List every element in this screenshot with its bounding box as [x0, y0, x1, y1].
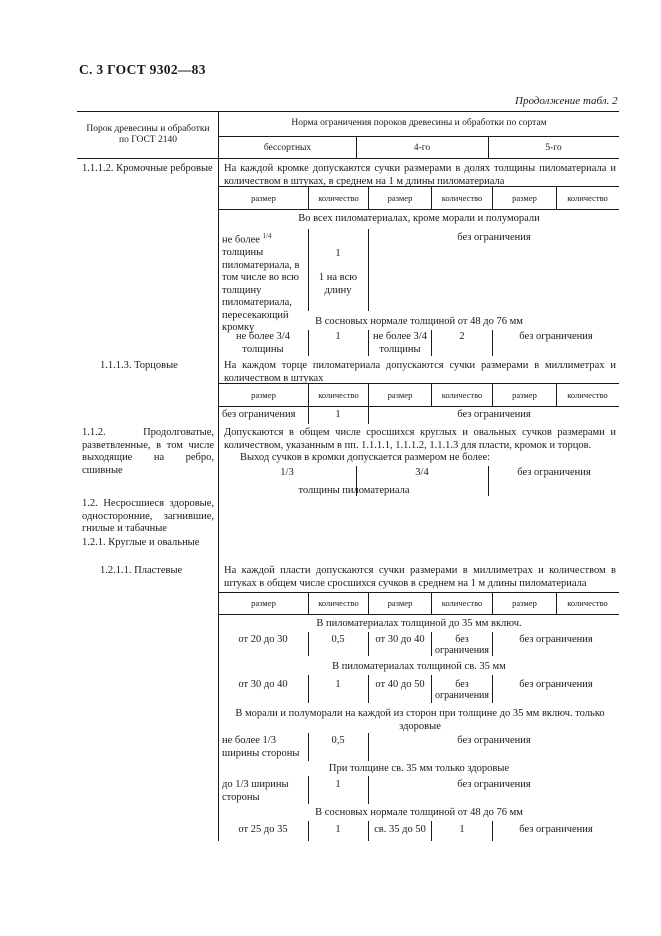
subhead-size: размер [387, 390, 413, 400]
cell-size: не более 3/4 толщины [236, 331, 290, 355]
cell-no-limit: без ограничения [519, 331, 593, 342]
frac-value: 3/4 [415, 467, 429, 478]
subhead-qty: количество [567, 390, 608, 400]
col-defect-header: Порок древесины и обработки по ГОСТ 2140 [86, 124, 210, 145]
subhead-top-rule [218, 186, 619, 187]
section-title: 1.2.1. Круглые и овальные [82, 537, 200, 548]
subhead-qty: количество [318, 390, 359, 400]
cell-qty: 0,5 [331, 634, 345, 645]
cell-divider [308, 229, 309, 311]
cell-size: от 40 до 50 [375, 679, 425, 690]
cell-divider [431, 675, 432, 703]
section-title: 1.2.1.1. Пластевые [100, 565, 183, 576]
cell-no-limit: без ограничения [519, 824, 593, 835]
cell-no-limit: без ограничения [519, 679, 593, 690]
cell-divider [308, 675, 309, 703]
subhead-size: размер [251, 193, 276, 203]
subhead-qty: количество [567, 193, 608, 203]
subhead-bottom-rule [218, 406, 619, 407]
section-note: Выход сучков в кромки допускается размером не более: [240, 452, 491, 463]
subhead-size: размер [387, 193, 413, 203]
group-label: Во всех пиломатериалах, кроме морали и полуморали [298, 213, 540, 224]
subhead-qty: количество [318, 598, 359, 608]
cell-size: от 30 до 40 [238, 679, 288, 690]
cell-no-limit: без ограничения [457, 409, 531, 420]
subhead-size: размер [512, 193, 537, 203]
section-desc: Допускаются в общем числе сросшихся круглых и овальных сучков размерами и количеством, указанным в пп. 1.1.1.1, 1.1.1.2, 1.1.1.3 для пласти, кромок и торцов. [224, 427, 616, 451]
grade-unsorted: бессортных [263, 143, 312, 153]
cell-size: от 20 до 30 [238, 634, 288, 645]
norm-header: Норма ограничения пороков древесины и обработки по сортам [291, 118, 547, 128]
subhead-size: размер [251, 390, 276, 400]
cell-divider [431, 821, 432, 841]
cell-divider [492, 632, 493, 656]
cell-no-limit: без ограничения [457, 779, 531, 790]
subhead-bottom-rule [218, 209, 619, 210]
section-desc: На каждой кромке допускаются сучки размерами в долях толщины пиломатериала и количеством в штуках, в среднем на 1 м длины пиломатериала [224, 163, 616, 187]
cell-divider [368, 821, 369, 841]
grade-4: 4-го [413, 143, 431, 153]
subhead-size: размер [251, 598, 276, 608]
grade-5: 5-го [545, 143, 562, 153]
cell-no-limit: без ограничения [457, 232, 531, 243]
cell-size: от 25 до 35 [238, 824, 288, 835]
cell-divider [368, 733, 369, 761]
section-title: 1.1.1.3. Торцовые [100, 360, 178, 371]
subhead-top-rule [218, 383, 619, 384]
cell-divider [308, 406, 309, 424]
cell-divider [368, 632, 369, 656]
cell-qty-1: 1 [335, 248, 341, 259]
cell-divider [308, 776, 309, 804]
subhead-top-rule [218, 592, 619, 593]
cell-divider [308, 821, 309, 841]
cell-divider [492, 330, 493, 356]
cell-divider [492, 821, 493, 841]
cell-qty: 1 [335, 779, 341, 790]
continuation-label: Продолжение табл. 2 [515, 95, 618, 107]
cell-qty: без ограничения [434, 634, 489, 656]
cell-size: св. 35 до 50 [374, 824, 426, 835]
cell-qty: 1 [335, 824, 341, 835]
section-title: 1.2. Несросшиеся здоровые, односторонние, загнившие, гнилые и табачные [82, 498, 214, 534]
subhead-size: размер [387, 598, 413, 608]
cell-no-limit: без ограничения [517, 467, 591, 478]
head-bottom-rule [77, 158, 619, 159]
subhead-qty: количество [567, 598, 608, 608]
group-label: В морали и полуморали на каждой из сторон при толщине до 35 мм включ. только здоровые [235, 708, 605, 732]
cell-size: без ограничения [222, 409, 296, 420]
unit-label: толщины пиломатериала [298, 485, 410, 496]
section-desc: На каждом торце пиломатериала допускаются сучки размерами в миллиметрах и количеством в штуках [224, 360, 616, 384]
cell-divider [368, 330, 369, 356]
cell-qty: 1 [459, 824, 465, 835]
subhead-bottom-rule [218, 614, 619, 615]
group-label: При толщине св. 35 мм только здоровые [328, 763, 510, 774]
cell-qty: 2 [459, 331, 465, 342]
cell-divider [492, 675, 493, 703]
cell-qty: 1 [335, 331, 341, 342]
section-title: 1.1.2. Продолговатые, разветвленные, в том числе выходящие на ребро, сшивные [82, 427, 214, 476]
cell-divider [431, 632, 432, 656]
cell-divider [308, 632, 309, 656]
cell-size: до 1/3 ширины стороны [222, 779, 289, 803]
col1-divider [218, 111, 219, 841]
section-title: 1.1.1.2. Кромочные ребровые [82, 163, 213, 174]
cell-size-text: толщины пиломатериала, в том числе во всю толщину пиломатериала, пересекающий кромку [222, 247, 300, 333]
fraction: 1/4 [262, 232, 272, 240]
table-top-rule [77, 111, 619, 112]
cell-divider [368, 229, 369, 311]
subhead-qty: количество [318, 193, 359, 203]
cell-no-limit: без ограничения [457, 735, 531, 746]
cell-qty-2: 1 на всю длину [318, 272, 358, 296]
cell-divider [368, 406, 369, 424]
cell-qty: 1 [335, 679, 341, 690]
cell-no-limit: без ограничения [519, 634, 593, 645]
subhead-qty: количество [441, 390, 483, 400]
cell-qty: 1 [335, 409, 341, 420]
section-desc: На каждой пласти допускаются сучки размерами в миллиметрах и количеством в штуках в общем числе сросшихся сучков в среднем на 1 м длины пиломатериала [224, 565, 616, 589]
group-label: В пиломатериалах толщиной св. 35 мм [332, 661, 506, 672]
cell-divider [308, 733, 309, 761]
cell-divider [368, 776, 369, 804]
group-label: В сосновых нормале толщиной от 48 до 76 мм [315, 316, 523, 327]
cell-divider [368, 675, 369, 703]
cell-divider [431, 330, 432, 356]
subhead-qty: количество [441, 193, 483, 203]
cell-divider [488, 466, 489, 496]
group-label: В сосновых нормале толщиной от 48 до 76 мм [315, 807, 523, 818]
cell-qty: 0,5 [331, 735, 345, 746]
frac-value: 1/3 [280, 467, 294, 478]
page-header: С. 3 ГОСТ 9302—83 [79, 62, 206, 77]
subhead-size: размер [512, 598, 537, 608]
cell-size: от 30 до 40 [375, 634, 425, 645]
grades-rule [218, 136, 619, 137]
cell-size-prefix: не более [222, 234, 260, 246]
group-label: В пиломатериалах толщиной до 35 мм включ. [316, 618, 522, 629]
subhead-size: размер [512, 390, 537, 400]
subhead-qty: количество [441, 598, 483, 608]
cell-size: не более 1/3 ширины стороны [222, 735, 300, 759]
cell-qty: без ограничения [434, 679, 489, 701]
cell-divider [308, 330, 309, 356]
cell-size: не более 3/4 толщины [373, 331, 427, 355]
